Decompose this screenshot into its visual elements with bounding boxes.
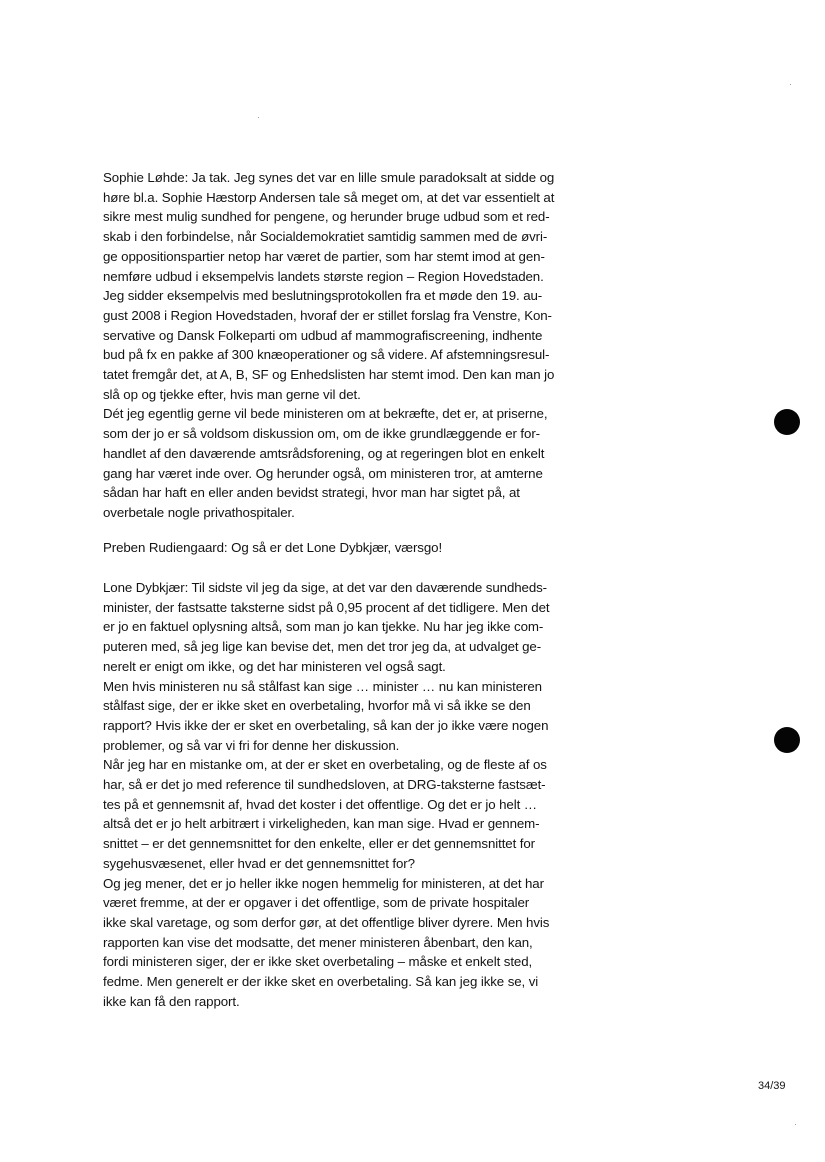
text-line: overbetale nogle privathospitaler. [103, 504, 295, 520]
text-line: Sophie Løhde: Ja tak. Jeg synes det var en lille smule paradoksalt at sidde og [103, 170, 555, 185]
scan-speck [790, 84, 791, 85]
text-line: rapporten kan vise det modsatte, det mener ministeren åbenbart, den kan, [103, 934, 533, 950]
text-line: er jo en faktuel oplysning altså, som man jo kan tjekke. Nu har jeg ikke com- [103, 619, 544, 635]
text-line: har, så er det jo med reference til sundhedsloven, at DRG-taksterne fastsæt- [103, 777, 546, 792]
text-line: ge oppositionspartier netop har været de partier, som har stemt imod at gen- [103, 248, 545, 264]
text-line: sådan har haft en eller anden bevidst strategi, hvor man har sigtet på, at [103, 485, 520, 501]
text-line: nemføre udbud i eksempelvis landets største region – Region Hovedstaden. [103, 268, 544, 284]
text-line: Preben Rudiengaard: Og så er det Lone Dybkjær, værsgo! [103, 540, 443, 555]
text-line: gang har været inde over. Og herunder også, om ministeren tror, at amterne [103, 465, 543, 481]
text-line: minister, der fastsatte taksterne sidst på 0,95 procent af det tidligere. Men det [103, 599, 550, 615]
scan-speck [258, 117, 259, 118]
text-line: tes på et gennemsnit af, hvad det koster i det offentlige. Og det er jo helt … [103, 796, 537, 812]
text-line: servative og Dansk Folkeparti om udbud af mammografiscreening, indhente [103, 327, 543, 343]
text-line: Dét jeg egentlig gerne vil bede ministeren om at bekræfte, det er, at priserne, [103, 406, 548, 422]
page-number: 34/39 [758, 1080, 786, 1092]
text-line: Jeg sidder eksempelvis med beslutningsprotokollen fra et møde den 19. au- [103, 288, 543, 304]
text-line: sygehusvæsenet, eller hvad er det gennemsnittet for? [103, 855, 415, 871]
text-line: stålfast sige, der er ikke sket en overbetaling, hvorfor må vi så ikke se den [103, 698, 531, 714]
text-line: gust 2008 i Region Hovedstaden, hvoraf der er stillet forslag fra Venstre, Kon- [103, 307, 552, 323]
text-line: høre bl.a. Sophie Hæstorp Andersen tale så meget om, at det var essentielt at [103, 189, 555, 205]
text-line: puteren med, så jeg lige kan bevise det, men det tror jeg da, at udvalget ge- [103, 639, 542, 655]
text-line: ikke kan få den rapport. [103, 993, 240, 1009]
text-line: altså det er jo helt arbitrært i virkeligheden, kan man sige. Hvad er gennem- [103, 816, 540, 832]
text-line: bud på fx en pakke af 300 knæoperationer og så videre. Af afstemningsresul- [103, 347, 550, 363]
text-line: snittet – er det gennemsnittet for den enkelte, eller er det gennemsnittet for [103, 836, 535, 852]
text-line: handlet af den daværende amtsrådsforening, og at regeringen blot en enkelt [103, 445, 545, 461]
text-line: Men hvis ministeren nu så stålfast kan sige … minister … nu kan ministeren [103, 678, 542, 694]
text-line: sikre mest mulig sundhed for pengene, og herunder bruge udbud som et red- [103, 209, 550, 225]
text-line: som der jo er så voldsom diskussion om, om de ikke grundlæggende er for- [103, 426, 540, 442]
text-line: rapport? Hvis ikke der er sket en overbetaling, så kan der jo ikke være nogen [103, 717, 549, 733]
text-line: været fremme, at der er opgaver i det offentlige, som de private hospitaler [103, 895, 530, 911]
text-line: skab i den forbindelse, når Socialdemokratiet samtidig sammen med de øvri- [103, 229, 548, 245]
text-line: fedme. Men generelt er der ikke sket en overbetaling. Så kan jeg ikke se, vi [103, 974, 539, 989]
text-line: Lone Dybkjær: Til sidste vil jeg da sige, at det var den daværende sundheds- [103, 580, 548, 595]
text-line: fordi ministeren siger, der er ikke sket overbetaling – måske et enkelt sted, [103, 954, 533, 970]
text-line: slå op og tjekke efter, hvis man gerne vil det. [103, 386, 361, 402]
text-line: problemer, og så var vi fri for denne her diskussion. [103, 737, 400, 753]
text-line: ikke skal varetage, og som derfor gør, at det offentlige bliver dyrere. Men hvis [103, 914, 550, 930]
text-line: tatet fremgår det, at A, B, SF og Enhedslisten har stemt imod. Den kan man jo [103, 367, 555, 382]
text-line: Og jeg mener, det er jo heller ikke nogen hemmelig for ministeren, at det har [103, 875, 544, 891]
text-line: Når jeg har en mistanke om, at der er sket en overbetaling, og de fleste af os [103, 757, 547, 773]
punch-hole-top [774, 409, 800, 435]
text-line: nerelt er enigt om ikke, og det har ministeren vel også sagt. [103, 658, 446, 674]
scan-speck [795, 1124, 796, 1125]
punch-hole-bottom [774, 727, 800, 753]
